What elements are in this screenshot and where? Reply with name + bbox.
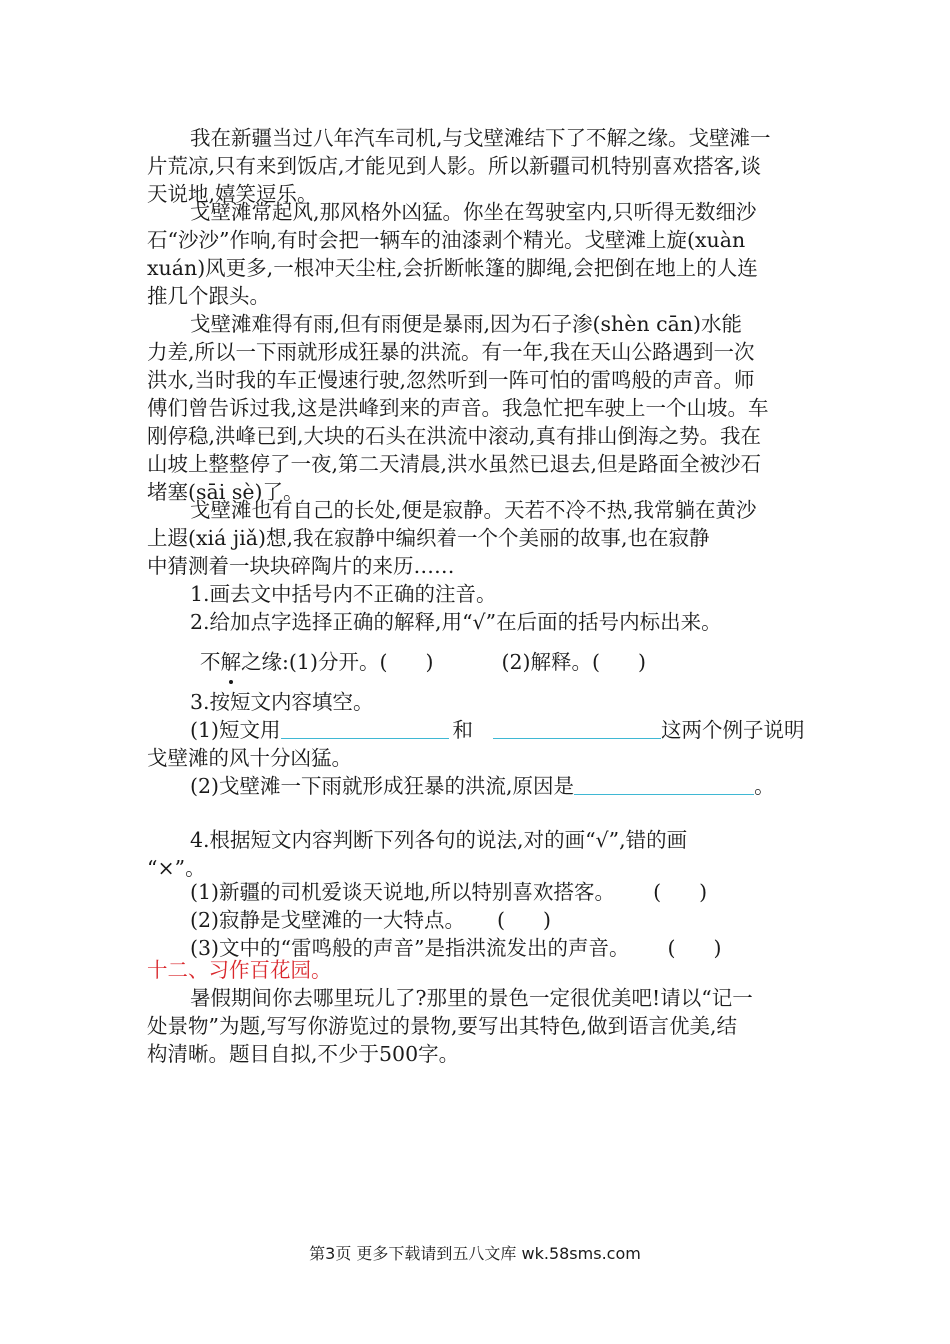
essay-prompt-line: 构清晰。题目自拟,不少于500字。 [147, 1042, 460, 1066]
passage-line: 戈壁滩也有自己的长处,便是寂静。天若不冷不热,我常躺在黄沙 [190, 498, 757, 522]
fill-blank-2[interactable] [493, 718, 661, 739]
question-2: 2.给加点字选择正确的解释,用“√”在后面的括号内标出来。 [190, 610, 722, 634]
passage-line: 戈壁滩常起风,那风格外凶猛。你坐在驾驶室内,只听得无数细沙 [190, 200, 757, 224]
fill-blank-1[interactable] [281, 718, 449, 739]
question-1: 1.画去文中括号内不正确的注音。 [190, 582, 497, 606]
q2-option-1: (1)分开。( [288, 650, 388, 674]
q2-option-2: (2)解释。( [501, 650, 601, 674]
passage-line: 我在新疆当过八年汽车司机,与戈壁滩结下了不解之缘。戈壁滩一 [190, 126, 771, 150]
dotted-character: 解 [220, 650, 241, 674]
question-3-part-1 [190, 716, 805, 744]
question-4-item-3: (3)文中的“雷鸣般的声音”是指洪流发出的声音。 ( ) [190, 936, 722, 960]
page-footer: 第3页 更多下载请到五八文库 wk.58sms.com [309, 1244, 641, 1263]
question-4-cont: “×”。 [147, 856, 206, 880]
fill-blank-3[interactable] [574, 774, 754, 795]
passage-line: 傅们曾告诉过我,这是洪峰到来的声音。我急忙把车驶上一个山坡。车 [147, 396, 769, 420]
passage-line: 石“沙沙”作响,有时会把一辆车的油漆剥个精光。戈壁滩上旋(xuàn [147, 228, 746, 252]
passage-line: 中猜测着一块块碎陶片的来历…… [147, 554, 455, 578]
question-3: 3.按短文内容填空。 [190, 690, 374, 714]
question-4-item-2: (2)寂静是戈壁滩的一大特点。 ( ) [190, 908, 552, 932]
passage-line: 力差,所以一下雨就形成狂暴的洪流。有一年,我在天山公路遇到一次 [147, 340, 755, 364]
passage-line: 戈壁滩难得有雨,但有雨便是暴雨,因为石子渗(shèn cān)水能 [190, 312, 743, 336]
passage-line: 洪水,当时我的车正慢速行驶,忽然听到一阵可怕的雷鸣般的声音。师 [147, 368, 755, 392]
q3-1-post: 这两个例子说明 [661, 718, 805, 742]
question-2-options [200, 648, 646, 676]
q2-option-2-close: ) [638, 650, 647, 674]
essay-prompt-line: 暑假期间你去哪里玩儿了?那里的景色一定很优美吧!请以“记一 [190, 986, 753, 1010]
passage-line: 刚停稳,洪峰已到,大块的石头在洪流中滚动,真有排山倒海之势。我在 [147, 424, 762, 448]
q3-1-mid: 和 [452, 718, 474, 742]
section-title: 十二、习作百花园。 [147, 958, 332, 982]
passage-line: 片荒凉,只有来到饭店,才能见到人影。所以新疆司机特别喜欢搭客,谈 [147, 154, 762, 178]
question-4: 4.根据短文内容判断下列各句的说法,对的画“√”,错的画 [190, 828, 688, 852]
passage-line: 上遐(xiá jiǎ)想,我在寂静中编织着一个个美丽的故事,也在寂静 [147, 526, 710, 550]
passage-line: 天说地,嬉笑逗乐。 [147, 182, 318, 206]
passage-line: 堵塞(sāi sè)了。 [147, 480, 304, 504]
q3-2-post: 。 [754, 774, 775, 798]
passage-line: 山坡上整整停了一夜,第二天清晨,洪水虽然已退去,但是路面全被沙石 [147, 452, 762, 476]
q2-word-post: 之缘: [241, 650, 289, 674]
q3-1-pre: (1)短文用 [190, 718, 281, 742]
question-3-part-1-cont: 戈壁滩的风十分凶猛。 [147, 746, 352, 770]
passage-line: xuán)风更多,一根冲天尘柱,会折断帐篷的脚绳,会把倒在地上的人连 [147, 256, 758, 280]
q2-word-pre: 不 [200, 650, 221, 674]
question-4-item-1: (1)新疆的司机爱谈天说地,所以特别喜欢搭客。 ( ) [190, 880, 708, 904]
passage-line: 推几个跟头。 [147, 284, 270, 308]
question-3-part-2 [190, 772, 775, 800]
essay-prompt-line: 处景物”为题,写写你游览过的景物,要写出其特色,做到语言优美,结 [147, 1014, 738, 1038]
q3-2-pre: (2)戈壁滩一下雨就形成狂暴的洪流,原因是 [190, 774, 575, 798]
q2-option-1-close: ) [425, 650, 434, 674]
